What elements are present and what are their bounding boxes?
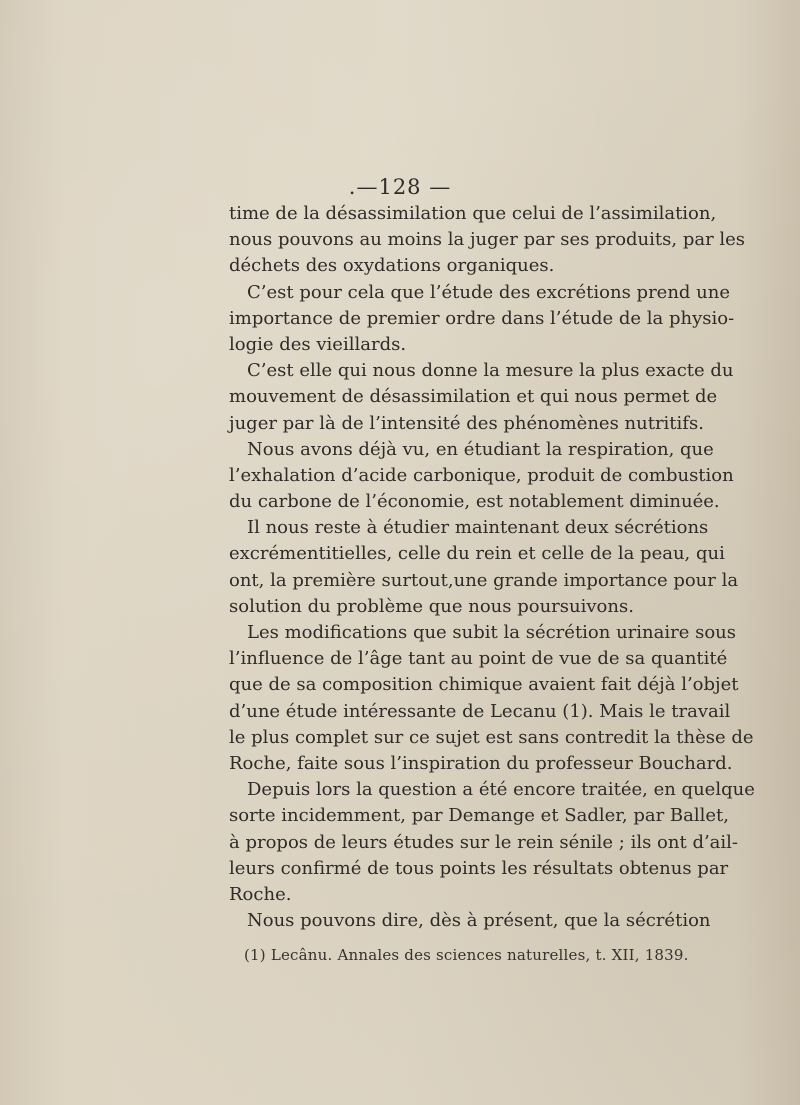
text-line: importance de premier ordre dans l’étude de la physio- <box>229 307 735 329</box>
page-number: .—128 — <box>348 175 452 199</box>
text-line: le plus complet sur ce sujet est sans contredit la thèse de <box>229 726 754 748</box>
text-line: Roche. <box>229 883 292 905</box>
footnote: (1) Lecânu. Annales des sciences naturelles, t. XII, 1839. <box>244 946 689 964</box>
text-line: Depuis lors la question a été encore traitée, en quelque <box>247 779 755 801</box>
text-line: Il nous reste à étudier maintenant deux sécrétions <box>247 517 709 539</box>
text-line: à propos de leurs études sur le rein sénile ; ils ont d’ail- <box>229 831 739 853</box>
body-text <box>229 201 755 934</box>
text-line: l’exhalation d’acide carbonique, produit de combustion <box>229 464 734 486</box>
text-line: ont, la première surtout,une grande importance pour la <box>229 569 739 591</box>
text-line: nous pouvons au moins la juger par ses produits, par les <box>229 229 746 251</box>
text-line: time de la désassimilation que celui de l’assimilation, <box>229 203 717 224</box>
text-line: C’est elle qui nous donne la mesure la plus exacte du <box>247 360 734 382</box>
text-line: du carbone de l’économie, est notablement diminuée. <box>229 491 720 513</box>
text-line: Nous pouvons dire, dès à présent, que la sécrétion <box>247 910 711 932</box>
text-line: C’est pour cela que l’étude des excrétions prend une <box>247 281 731 303</box>
text-line: l’influence de l’âge tant au point de vue de sa quantité <box>229 648 728 670</box>
text-line: Nous avons déjà vu, en étudiant la respiration, que <box>247 438 714 460</box>
text-line: leurs confirmé de tous points les résultats obtenus par <box>229 857 729 879</box>
text-line: mouvement de désassimilation et qui nous permet de <box>229 386 718 408</box>
text-line: excrémentitielles, celle du rein et celle de la peau, qui <box>229 543 725 565</box>
text-line: que de sa composition chimique avaient fait déjà l’objet <box>229 674 739 696</box>
text-line: logie des vieillards. <box>229 333 407 355</box>
text-line: sorte incidemment, par Demange et Sadler, par Ballet, <box>229 805 729 827</box>
text-line: solution du problème que nous poursuivons. <box>229 595 634 617</box>
text-line: d’une étude intéressante de Lecanu (1). Mais le travail <box>229 700 731 722</box>
text-line: Roche, faite sous l’inspiration du professeur Bouchard. <box>229 752 733 774</box>
text-line: juger par là de l’intensité des phénomènes nutritifs. <box>229 412 704 434</box>
text-line: déchets des oxydations organiques. <box>229 255 555 277</box>
text-line: Les modifications que subit la sécrétion urinaire sous <box>247 622 736 643</box>
